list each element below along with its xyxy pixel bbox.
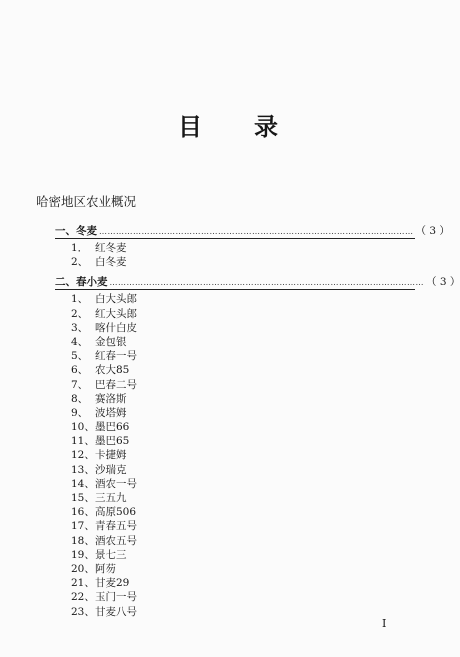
page-number: （ 3 ） xyxy=(415,225,450,237)
item-name: 酒农一号 xyxy=(95,477,137,490)
list-item[interactable] xyxy=(71,420,415,434)
item-number: 4、 xyxy=(71,335,89,348)
item-name: 景七三 xyxy=(95,548,127,561)
list-item[interactable] xyxy=(71,307,415,321)
item-number: 19、 xyxy=(71,548,95,561)
item-number: 17、 xyxy=(71,520,95,533)
item-name: 甘麦八号 xyxy=(95,605,137,618)
item-number: 7、 xyxy=(71,378,89,391)
item-number: 11、 xyxy=(71,435,95,448)
title-char-2: 录 xyxy=(254,112,278,141)
item-number: 5、 xyxy=(71,350,89,363)
list-item[interactable] xyxy=(71,491,415,505)
item-number: 6、 xyxy=(71,364,89,377)
category-label: 二、春小麦 xyxy=(55,276,108,289)
list-item[interactable] xyxy=(71,605,415,619)
item-name: 波塔姆 xyxy=(95,406,127,419)
item-name: 玉门一号 xyxy=(95,591,137,604)
item-name: 农大85 xyxy=(95,364,130,377)
item-name: 红春一号 xyxy=(95,350,137,363)
dot-leader: ………………………………………………………………………………………………… xyxy=(109,278,424,288)
list-item[interactable] xyxy=(71,477,415,491)
item-number: 13、 xyxy=(71,463,95,476)
page-title xyxy=(178,107,278,142)
item-number: 2、 xyxy=(71,307,89,320)
list-item[interactable] xyxy=(71,519,415,533)
list-item[interactable] xyxy=(71,378,415,392)
item-name: 阿芴 xyxy=(95,562,116,575)
item-name: 巴春二号 xyxy=(95,378,137,391)
list-item[interactable] xyxy=(71,363,415,377)
category-label: 一、冬麦 xyxy=(55,225,97,237)
item-number: 3、 xyxy=(71,321,89,334)
item-number: 22、 xyxy=(71,591,95,604)
list-item[interactable] xyxy=(71,590,415,604)
item-name: 白冬麦 xyxy=(95,256,127,269)
category-items xyxy=(71,292,415,618)
section-title: 哈密地区农业概况 xyxy=(36,194,137,209)
item-name: 墨巴66 xyxy=(95,421,130,434)
list-item[interactable] xyxy=(71,576,415,590)
item-name: 白大头郎 xyxy=(95,293,137,306)
list-item[interactable] xyxy=(71,406,415,420)
item-number: 12、 xyxy=(71,449,95,462)
item-number: 2、 xyxy=(71,256,89,269)
item-name: 红冬麦 xyxy=(95,242,127,254)
item-name: 喀什白皮 xyxy=(95,321,137,334)
item-number: 21、 xyxy=(71,577,95,590)
item-name: 红大头郎 xyxy=(95,307,137,320)
item-name: 三五九 xyxy=(95,492,127,504)
item-name: 卡捷姆 xyxy=(95,449,127,462)
list-item[interactable] xyxy=(71,548,415,562)
item-name: 酒农五号 xyxy=(95,534,137,547)
dot-leader: ………………………………………………………………………………………………… xyxy=(99,227,414,236)
item-number: 1． xyxy=(71,242,89,254)
toc-category-spring-wheat[interactable] xyxy=(55,275,460,290)
list-item[interactable] xyxy=(71,321,415,335)
item-number: 16、 xyxy=(71,506,95,519)
category-items xyxy=(71,241,415,269)
title-char-1: 目 xyxy=(178,112,202,141)
item-number: 14、 xyxy=(71,477,95,490)
toc-category-winter-wheat[interactable] xyxy=(55,224,450,239)
item-name: 高原506 xyxy=(95,506,137,519)
item-number: 9、 xyxy=(71,406,89,419)
item-name: 沙瑞克 xyxy=(95,463,127,476)
item-number: 15、 xyxy=(71,492,95,504)
page-number: （ 3 ） xyxy=(426,276,460,289)
list-item[interactable] xyxy=(71,255,415,269)
item-name: 墨巴65 xyxy=(95,435,130,448)
item-number: 18、 xyxy=(71,534,95,547)
item-number: 8、 xyxy=(71,392,89,405)
list-item[interactable] xyxy=(71,241,415,255)
list-item[interactable] xyxy=(71,349,415,363)
list-item[interactable] xyxy=(71,463,415,477)
item-name: 金包银 xyxy=(95,335,127,348)
list-item[interactable] xyxy=(71,434,415,448)
list-item[interactable] xyxy=(71,562,415,576)
list-item[interactable] xyxy=(71,534,415,548)
table-of-contents xyxy=(55,224,460,619)
item-name: 青春五号 xyxy=(95,520,137,533)
item-name: 赛洛斯 xyxy=(95,392,127,405)
item-number: 23、 xyxy=(71,605,95,618)
item-number: 10、 xyxy=(71,421,95,434)
list-item[interactable] xyxy=(71,292,415,306)
page-folio: I xyxy=(382,617,387,630)
list-item[interactable] xyxy=(71,335,415,349)
item-number: 1、 xyxy=(71,293,89,306)
list-item[interactable] xyxy=(71,505,415,519)
list-item[interactable] xyxy=(71,448,415,462)
list-item[interactable] xyxy=(71,392,415,406)
item-number: 20、 xyxy=(71,562,95,575)
item-name: 甘麦29 xyxy=(95,577,130,590)
